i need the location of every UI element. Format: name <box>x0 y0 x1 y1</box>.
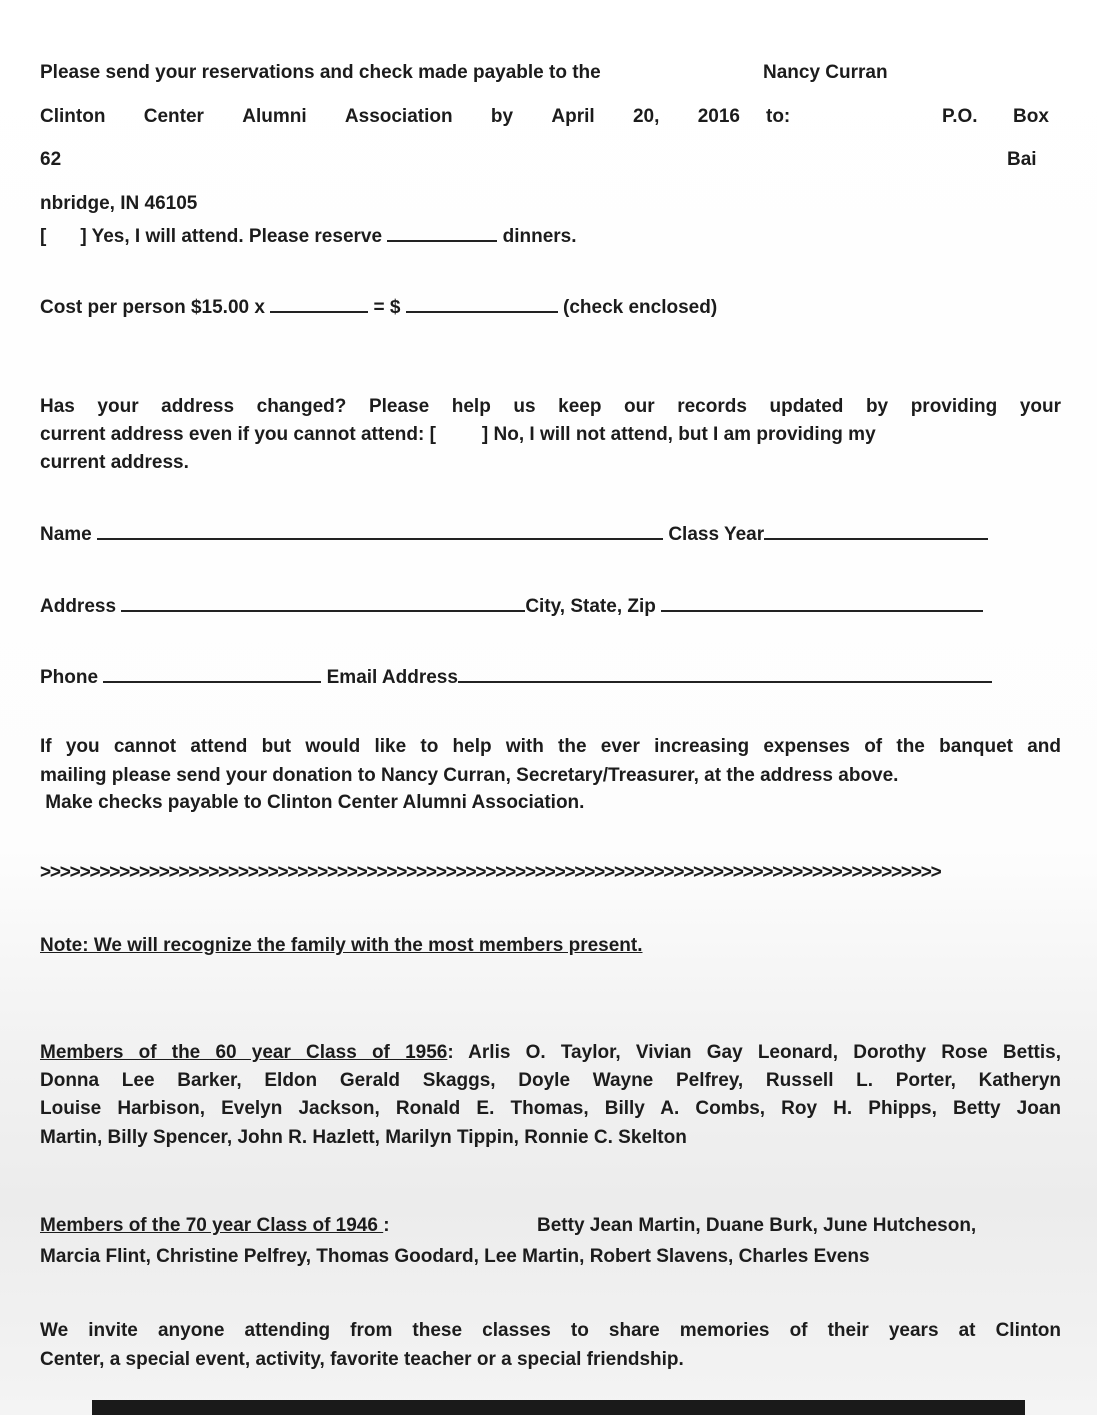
dinners-label: dinners. <box>502 226 577 247</box>
class-1956-line-4: Martin, Billy Spencer, John R. Hazlett, Marilyn Tippin, Ronnie C. Skelton <box>40 1127 687 1148</box>
address-change-line-3: current address. <box>40 452 189 473</box>
donation-line-1: If you cannot attend but would like to help with the ever increasing expenses of the banquet and <box>40 736 1061 757</box>
quantity-field[interactable] <box>270 293 368 313</box>
instruction-line-1: Please send your reservations and check made payable to the <box>40 62 601 83</box>
cost-label: Cost per person $15.00 x <box>40 297 265 318</box>
reserve-text: ] Yes, I will attend. Please reserve <box>80 226 383 247</box>
class-1956-line-2: Donna Lee Barker, Eldon Gerald Skaggs, Doyle Wayne Pelfrey, Russell L. Porter, Katheryn <box>40 1070 1061 1091</box>
no-attend-text: ] No, I will not attend, but I am providing my <box>481 424 876 445</box>
total-field[interactable] <box>406 293 558 313</box>
class-1956-names-start: : Arlis O. Taylor, Vivian Gay Leonard, Dorothy Rose Bettis, <box>447 1042 1061 1063</box>
class-1946-names-start: Betty Jean Martin, Duane Burk, June Hutcheson, <box>537 1215 977 1236</box>
class-1946-colon: : <box>383 1215 390 1236</box>
check-note: (check enclosed) <box>563 297 718 318</box>
checkbox-open-bracket[interactable]: [ <box>40 226 47 247</box>
city-line: nbridge, IN 46105 <box>40 193 198 214</box>
reserve-line <box>40 222 577 249</box>
email-label: Email Address <box>326 667 458 688</box>
class-1946-line-2: Marcia Flint, Christine Pelfrey, Thomas Goodard, Lee Martin, Robert Slavens, Charles Evens <box>40 1246 870 1267</box>
class-1956-line-3: Louise Harbison, Evelyn Jackson, Ronald E. Thomas, Billy A. Combs, Roy H. Phipps, Betty Joan <box>40 1098 1061 1119</box>
cost-line <box>40 293 717 320</box>
email-field[interactable] <box>458 663 992 683</box>
phone-row <box>40 663 992 690</box>
class-1946-heading: Members of the 70 year Class of 1946 <box>40 1215 384 1236</box>
box-label: Box <box>1013 106 1049 127</box>
phone-label: Phone <box>40 667 99 688</box>
word: 20, <box>632 106 660 127</box>
family-note: Note: We will recognize the family with the most members present. <box>40 935 643 956</box>
recipient-name: Nancy Curran <box>763 62 888 83</box>
class-year-field[interactable] <box>764 520 988 540</box>
word: by <box>490 106 514 127</box>
equals-label: = $ <box>373 297 401 318</box>
class-1956-heading: Members of the 60 year Class of 1956 <box>40 1042 448 1063</box>
instruction-line-2 <box>40 105 740 129</box>
name-row <box>40 520 988 547</box>
donation-line-2: mailing please send your donation to Nancy Curran, Secretary/Treasurer, at the address above. <box>40 765 899 786</box>
word: Alumni <box>242 106 307 127</box>
bottom-dark-bar <box>92 1400 1025 1415</box>
invite-line-2: Center, a special event, activity, favorite teacher or a special friendship. <box>40 1349 684 1370</box>
address-change-line-2 <box>40 421 1061 449</box>
name-label: Name <box>40 524 92 545</box>
invite-line-1: We invite anyone attending from these classes to share memories of their years at Clinton <box>40 1320 1061 1341</box>
phone-field[interactable] <box>103 663 321 683</box>
dinners-count-field[interactable] <box>387 222 497 242</box>
address-change-line-1: Has your address changed? Please help us keep our records updated by providing your <box>40 396 1061 417</box>
box-number: 62 <box>40 149 62 170</box>
name-field[interactable] <box>97 520 663 540</box>
word: Center <box>143 106 204 127</box>
word: Clinton <box>40 106 106 127</box>
class-1956-line-1 <box>40 1039 1061 1067</box>
city-state-zip-field[interactable] <box>661 592 983 612</box>
word: April <box>551 106 595 127</box>
address-row <box>40 592 983 619</box>
address-label: Address <box>40 596 117 617</box>
po-label: P.O. <box>942 106 978 127</box>
city-fragment: Bai <box>1007 149 1037 170</box>
address-field[interactable] <box>121 592 525 612</box>
class-1946-line-1 <box>40 1214 390 1238</box>
class-year-label: Class Year <box>668 524 765 545</box>
word: Association <box>344 106 453 127</box>
arrow-divider: >>>>>>>>>>>>>>>>>>>>>>>>>>>>>>>>>>>>>>>>>>>>>>>>>>>>>>>>>>>>>>>>>>>>>>>>>>>>>>>>>>>>>>>>>>> <box>40 862 941 883</box>
city-state-zip-label: City, State, Zip <box>525 596 656 617</box>
word: 2016 <box>697 106 740 127</box>
to-label: to: <box>766 106 791 127</box>
address-change-text: current address even if you cannot attend: [ <box>40 424 436 445</box>
donation-line-3: Make checks payable to Clinton Center Alumni Association. <box>40 792 585 813</box>
